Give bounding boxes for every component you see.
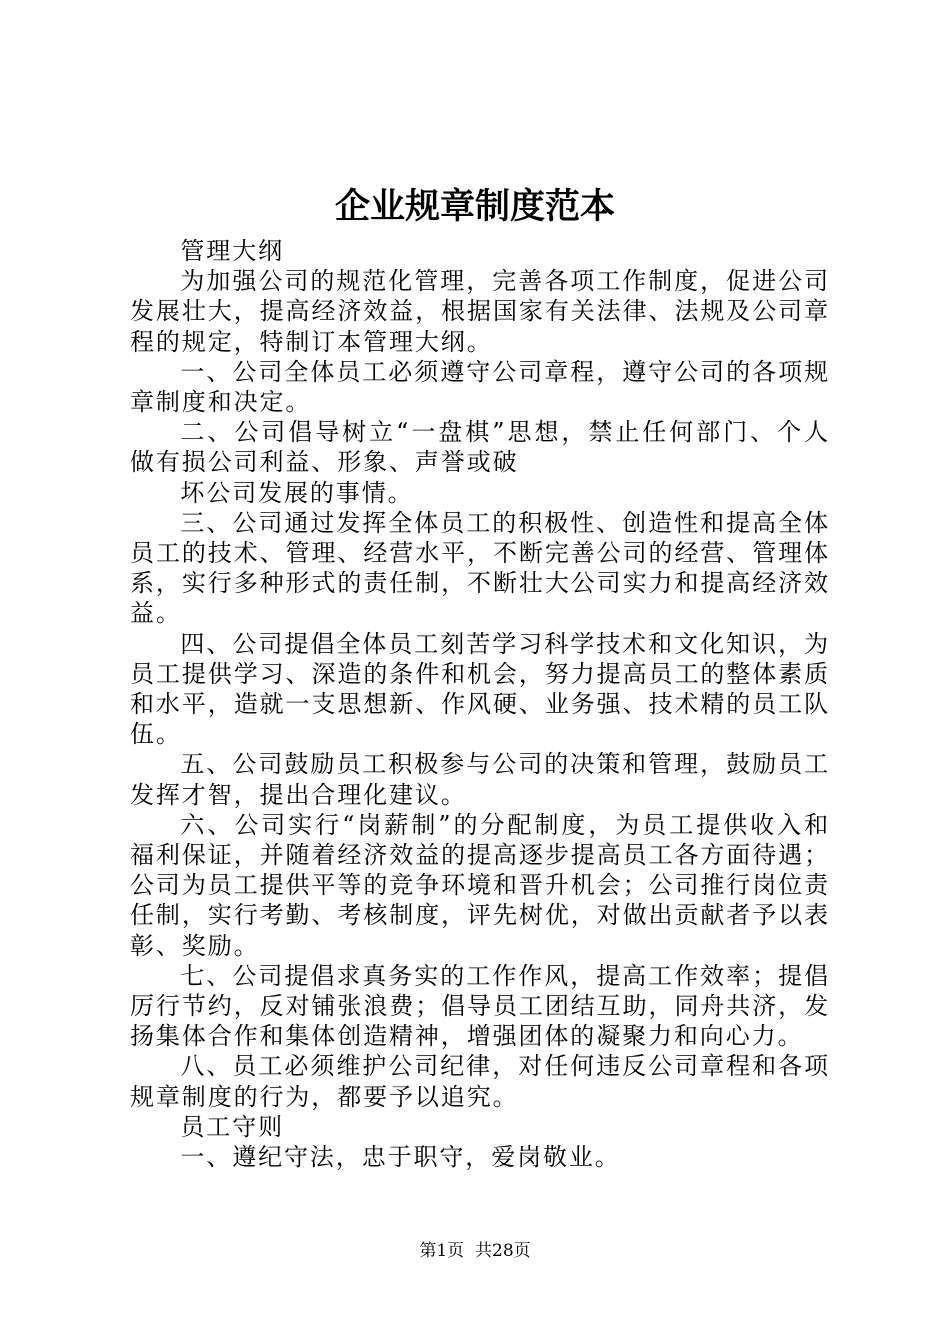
paragraph-item-1: 一、公司全体员工必须遵守公司章程，遵守公司的各项规章制度和决定。 [130, 357, 830, 417]
page-footer [0, 1240, 950, 1262]
paragraph-item-8: 八、员工必须维护公司纪律，对任何违反公司章程和各项规章制度的行为，都要予以追究。 [130, 1052, 830, 1111]
page-total: 共28页 [475, 1241, 531, 1261]
section-heading-outline: 管理大纲 [180, 237, 284, 265]
paragraph-conduct-1: 一、遵纪守法，忠于职守，爱岗敬业。 [180, 1143, 621, 1172]
document-title: 企业规章制度范本 [334, 186, 615, 227]
paragraph-item-5: 五、公司鼓励员工积极参与公司的决策和管理，鼓励员工发挥才智，提出合理化建议。 [130, 750, 830, 809]
section-heading-code-of-conduct: 员工守则 [180, 1112, 284, 1141]
paragraph-intro: 为加强公司的规范化管理，完善各项工作制度，促进公司发展壮大，提高经济效益，根据国家有关法律、法规及公司章程的规定，特制订本管理大纲。 [130, 267, 830, 356]
paragraph-item-2-continued: 坏公司发展的事情。 [180, 478, 414, 507]
paragraph-item-7: 七、公司提倡求真务实的工作作风，提高工作效率；提倡厉行节约，反对铺张浪费；倡导员工团结互助，同舟共济，发扬集体合作和集体创造精神，增强团体的凝聚力和向心力。 [130, 961, 830, 1051]
document-body [130, 236, 830, 1172]
paragraph-item-2: 二、公司倡导树立“一盘棋”思想，禁止任何部门、个人做有损公司利益、形象、声誉或破 [130, 418, 830, 477]
paragraph-item-3: 三、公司通过发挥全体员工的积极性、创造性和提高全体员工的技术、管理、经营水平，不断完善公司的经营、管理体系，实行多种形式的责任制，不断壮大公司实力和提高经济效益。 [130, 508, 830, 628]
page-number: 第1页 [419, 1241, 465, 1261]
paragraph-item-4: 四、公司提倡全体员工刻苦学习科学技术和文化知识，为员工提供学习、深造的条件和机会，努力提高员工的整体素质和水平，造就一支思想新、作风硬、业务强、技术精的员工队伍。 [130, 629, 830, 749]
paragraph-item-6: 六、公司实行“岗薪制”的分配制度，为员工提供收入和福利保证，并随着经济效益的提高逐步提高员工各方面待遇；公司为员工提供平等的竞争环境和晋升机会；公司推行岗位责任制，实行考勤、考核制度，评先树优，对做出贡献者予以表彰、奖励。 [130, 810, 830, 960]
